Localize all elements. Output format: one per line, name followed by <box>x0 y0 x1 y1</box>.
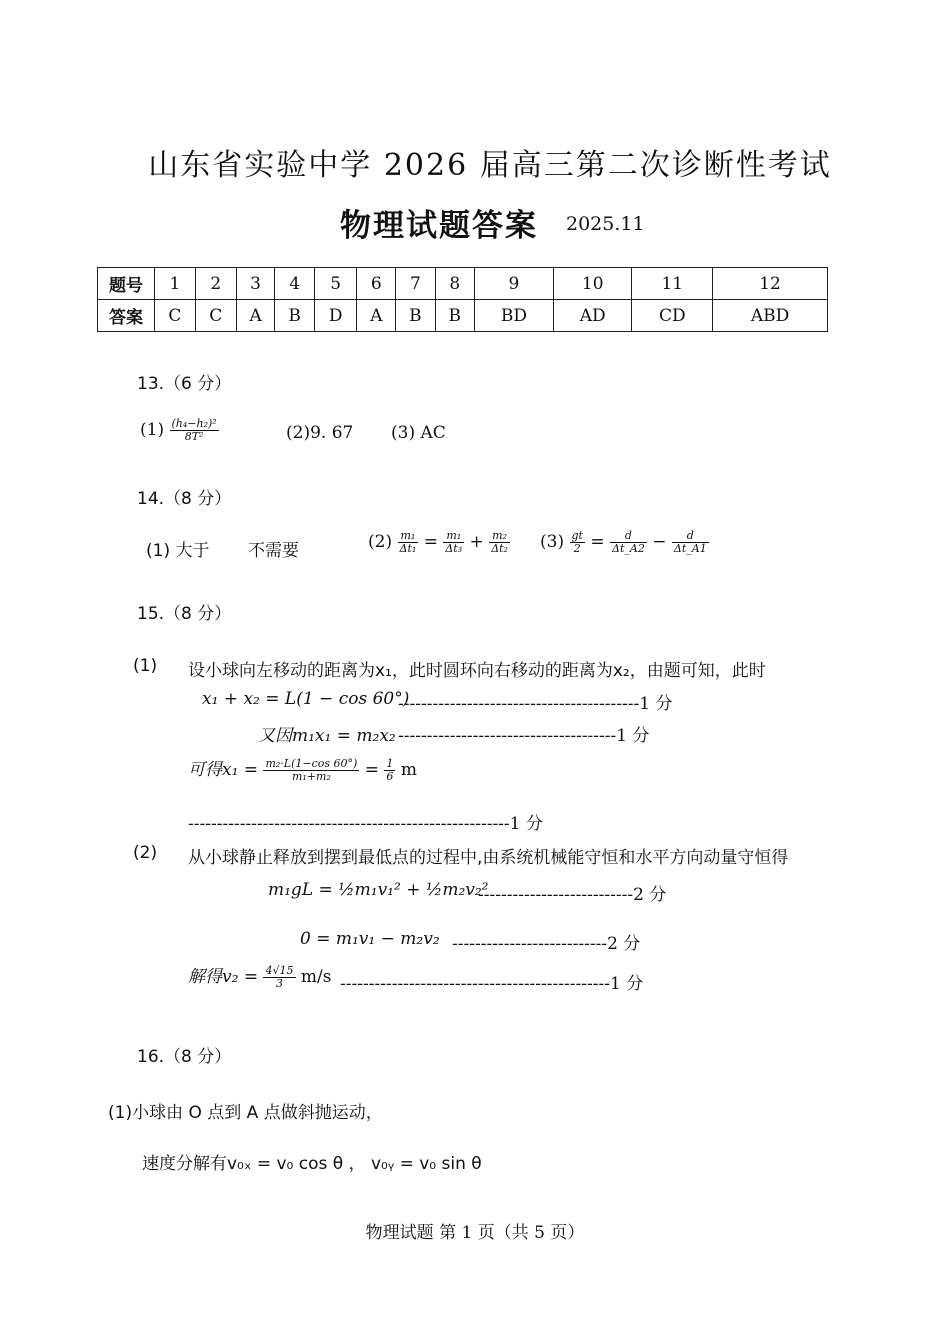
question-number-cell: 12 <box>713 268 828 300</box>
fraction-numerator: m₂·L(1−cos 60°) <box>265 756 358 770</box>
q15-eq3-score: --------------------------------------------------------1 分 <box>188 814 543 834</box>
unit-label: m/s <box>300 967 332 987</box>
answer-cell: B <box>275 300 314 332</box>
q15-eq3-value <box>384 758 395 783</box>
question-number-cell: 10 <box>553 268 631 300</box>
q15-eq6-frac <box>263 965 295 990</box>
q13-p1-prefix: (1) <box>140 420 165 441</box>
question-number-cell: 6 <box>357 268 396 300</box>
q15-eq6 <box>188 962 331 990</box>
q13-p1-fraction <box>170 418 219 443</box>
equals-sign: = <box>423 532 438 553</box>
q15-heading: 15.（8 分） <box>137 604 232 624</box>
q15-part2-label: (2) <box>133 843 158 863</box>
q14-p3-frac1 <box>570 530 585 555</box>
answer-cell: BD <box>474 300 553 332</box>
question-number-cell: 5 <box>314 268 357 300</box>
fraction-denominator: Δt_A1 <box>673 542 707 556</box>
q15-eq2-score: --------------------------------------1 分 <box>398 726 650 746</box>
fraction-denominator: Δt_A2 <box>612 542 645 556</box>
q15-eq6-prefix: 解得v₂ = <box>188 967 259 987</box>
answer-cell: C <box>195 300 236 332</box>
q14-p2-frac2 <box>443 530 464 555</box>
answer-title: 物理试题答案 <box>340 208 538 244</box>
question-number-cell: 9 <box>474 268 553 300</box>
exam-date: 2025.11 <box>566 213 645 235</box>
fraction-numerator: (h₄−h₂)² <box>171 417 217 430</box>
q15-eq3-frac <box>263 758 359 783</box>
q15-eq5: 0 = m₁v₁ − m₂v₂ <box>300 929 440 949</box>
q15-part2-text: 从小球静止释放到摆到最低点的过程中,由系统机械能守恒和水平方向动量守恒得 <box>188 848 789 868</box>
fraction-denominator: 6 <box>386 770 394 783</box>
answer-cell: A <box>357 300 396 332</box>
fraction-denominator: 2 <box>573 542 581 556</box>
q14-part1-extra: 不需要 <box>248 541 299 561</box>
q15-part1-label: (1) <box>133 656 158 676</box>
q14-p3-frac3 <box>672 530 709 555</box>
q15-eq3 <box>188 755 417 783</box>
question-number-cell: 4 <box>275 268 314 300</box>
equals-sign: = <box>590 532 605 553</box>
q13-heading: 13.（6 分） <box>137 374 232 394</box>
q16-line1: (1)小球由 O 点到 A 点做斜抛运动， <box>108 1103 383 1123</box>
q15-part1-text: 设小球向左移动的距离为x₁，此时圆环向右移动的距离为x₂，由题可知，此时 <box>188 661 766 681</box>
q14-p3-prefix: (3) <box>540 532 565 553</box>
q15-eq4-score: ---------------------------2 分 <box>478 885 667 905</box>
q15-eq4: m₁gL = ½m₁v₁² + ½m₂v₂² <box>268 880 489 900</box>
q16-line2: 速度分解有v₀ₓ = v₀ cos θ ， v₀ᵧ = v₀ sin θ <box>142 1154 482 1174</box>
q15-eq2: 又因m₁x₁ = m₂x₂ <box>258 726 396 746</box>
table-row-numbers <box>98 268 828 300</box>
page-footer: 物理试题 第 1 页（共 5 页） <box>365 1223 585 1243</box>
fraction-numerator: d <box>672 530 709 543</box>
fraction-numerator: m₂ <box>489 530 510 543</box>
q14-p2-frac3 <box>489 530 510 555</box>
unit-label: m <box>400 760 417 780</box>
answer-cell: CD <box>632 300 713 332</box>
minus-sign: − <box>652 532 667 553</box>
q15-eq3-prefix: 可得x₁ = <box>188 760 259 780</box>
question-number-cell: 8 <box>435 268 474 300</box>
fraction-denominator: 8T² <box>184 430 204 444</box>
fraction-numerator: m₁ <box>398 530 419 543</box>
plus-sign: + <box>469 532 484 553</box>
fraction-denominator: Δt₃ <box>445 542 463 556</box>
question-number-cell: 2 <box>195 268 236 300</box>
answer-cell: D <box>314 300 357 332</box>
row-label-answer: 答案 <box>98 300 155 332</box>
table-row-answers <box>98 300 828 332</box>
q14-p2-prefix: (2) <box>368 532 393 553</box>
fraction-denominator: m₁+m₂ <box>291 770 331 783</box>
fraction-denominator: Δt₂ <box>491 542 508 556</box>
q15-eq1: x₁ + x₂ = L(1 − cos 60°) <box>202 689 410 709</box>
question-number-cell: 7 <box>396 268 435 300</box>
fraction-numerator: gt <box>571 529 583 542</box>
q14-part3 <box>540 530 709 555</box>
q15-eq5-score: ---------------------------2 分 <box>452 934 641 954</box>
answer-cell: B <box>396 300 435 332</box>
q14-heading: 14.（8 分） <box>137 489 232 509</box>
answer-table <box>97 267 828 332</box>
question-number-cell: 3 <box>236 268 275 300</box>
question-number-cell: 1 <box>155 268 196 300</box>
q13-part1 <box>140 418 219 443</box>
q14-part1: (1) 大于 <box>146 541 210 561</box>
q16-heading: 16.（8 分） <box>137 1047 232 1067</box>
fraction-numerator: 4√15 <box>265 963 294 977</box>
equals-sign: = <box>364 760 379 780</box>
answer-cell: C <box>155 300 196 332</box>
answer-cell: A <box>236 300 275 332</box>
q15-eq6-score: -----------------------------------------------1 分 <box>340 974 644 994</box>
q14-p2-frac1 <box>398 530 419 555</box>
fraction-numerator: d <box>610 530 647 543</box>
q15-eq1-score: ------------------------------------------1 分 <box>398 694 673 714</box>
fraction-numerator: 1 <box>386 756 394 770</box>
answer-cell: B <box>435 300 474 332</box>
q14-p3-frac2 <box>610 530 647 555</box>
exam-title: 山东省实验中学 2026 届高三第二次诊断性考试 <box>148 148 832 183</box>
row-label-number: 题号 <box>98 268 155 300</box>
fraction-denominator: Δt₁ <box>399 542 417 556</box>
answer-cell: ABD <box>713 300 828 332</box>
q14-part2 <box>368 530 510 555</box>
fraction-numerator: m₁ <box>443 530 464 543</box>
fraction-denominator: 3 <box>275 977 283 990</box>
q13-part3: (3) AC <box>391 423 446 443</box>
question-number-cell: 11 <box>632 268 713 300</box>
q13-part2: (2)9. 67 <box>286 423 354 443</box>
answer-cell: AD <box>553 300 631 332</box>
